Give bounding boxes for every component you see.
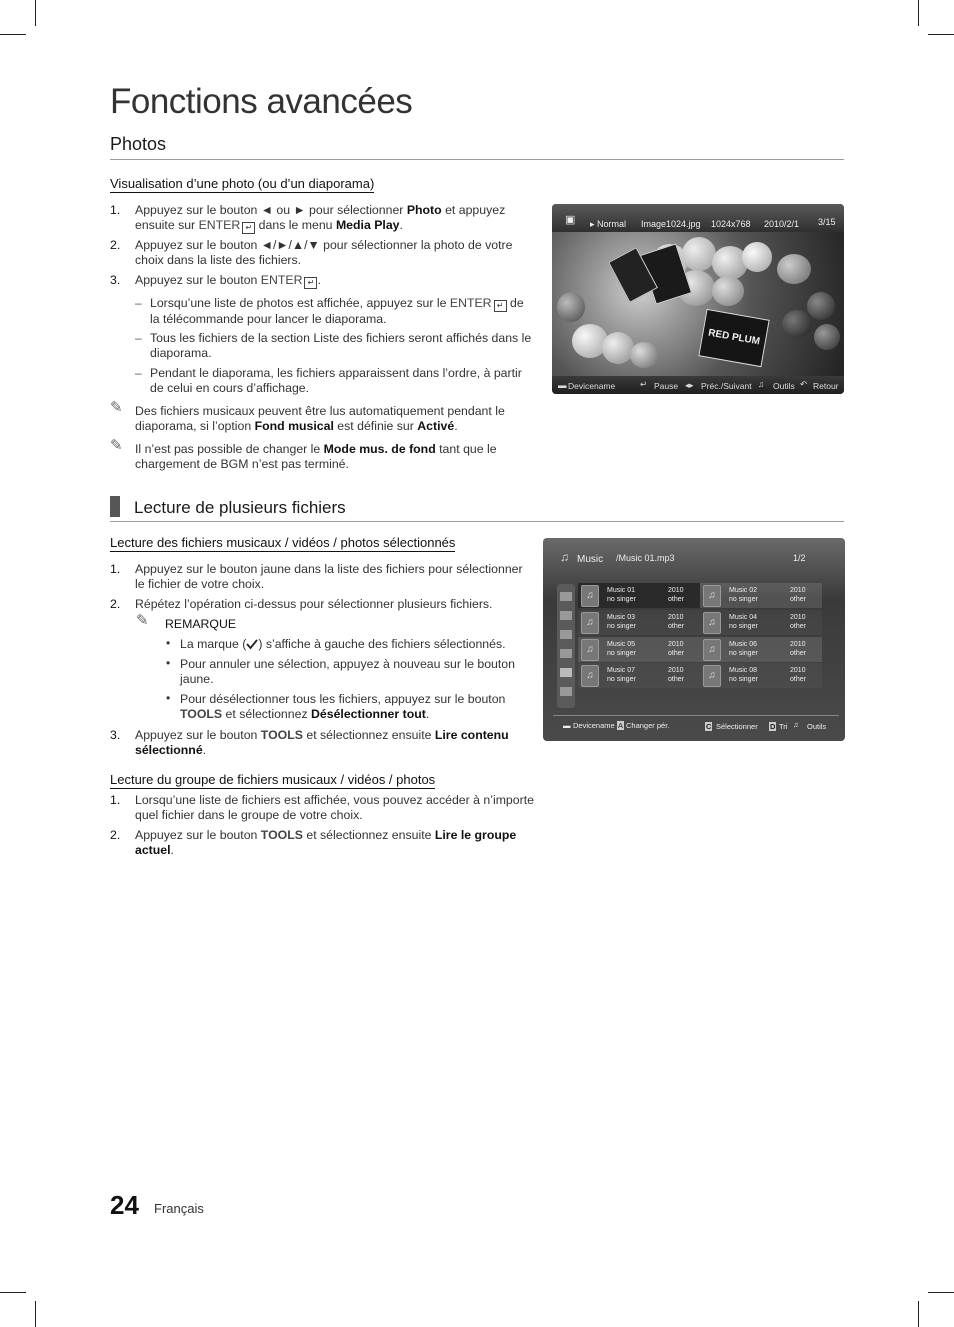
select-label: Sélectionner xyxy=(716,722,758,731)
step-text: Répétez l’opération ci-dessus pour sélectionner plusieurs fichiers. xyxy=(135,597,493,611)
step-number: 2. xyxy=(110,828,121,842)
music-file-item[interactable] xyxy=(700,583,822,608)
language-label: Français xyxy=(154,1201,204,1216)
step-number: 1. xyxy=(110,562,121,576)
device-icon: ▬ xyxy=(563,721,571,730)
sidebar-photo-icon[interactable] xyxy=(560,611,572,620)
music-file-name: Music 05 no singer xyxy=(607,641,636,657)
step-text: Appuyez sur le bouton TOOLS et sélectionnez ensuite Lire contenu sélectionné. xyxy=(135,728,509,757)
music-file-name: Music 02 no singer xyxy=(729,587,758,603)
section-heading-multiple: Lecture de plusieurs fichiers xyxy=(110,496,844,522)
music-control-bar xyxy=(553,715,839,734)
device-icon: ▬ xyxy=(558,380,567,390)
step-text: Appuyez sur le bouton ◄/►/▲/▼ pour sélectionner la photo de votre choix dans la liste des fichiers. xyxy=(135,238,513,267)
subsection-heading: Visualisation d’une photo (ou d’un diaporama) xyxy=(110,176,375,191)
sidebar-more-icon[interactable] xyxy=(560,687,572,696)
play-mode-icon: ▸ xyxy=(590,219,595,229)
subsection-heading: Lecture du groupe de fichiers musicaux / vidéos / photos xyxy=(110,772,436,787)
music-file-item[interactable] xyxy=(578,610,700,635)
crop-mark xyxy=(928,1292,954,1293)
subsection-heading: Lecture des fichiers musicaux / vidéos / photos sélectionnés xyxy=(110,535,456,550)
dash-text: Lorsqu’une liste de photos est affichée, appuyez sur le ENTER ↵ de la télécommande pour lancer le diaporama. xyxy=(150,296,524,326)
dash-text: Tous les fichiers de la section Liste des fichiers seront affichés dans le diaporama. xyxy=(150,331,532,360)
note-text: Il n’est pas possible de changer le Mode mus. de fond tant que le chargement de BGM n’est pas terminé. xyxy=(135,442,497,471)
step-number: 1. xyxy=(110,203,121,217)
music-note-icon: ♫ xyxy=(703,585,721,607)
left-right-arrows-icon: ◂▸ xyxy=(685,380,694,390)
music-note-icon: ♫ xyxy=(703,665,721,687)
music-file-meta: 2010 other xyxy=(790,667,806,683)
step-number: 2. xyxy=(110,597,121,611)
change-device-label: Changer pér. xyxy=(626,721,670,730)
music-file-name: Music 07 no singer xyxy=(607,667,636,683)
music-file-name: Music 01 no singer xyxy=(607,587,636,603)
crop-mark xyxy=(0,1292,26,1293)
sidebar-folder-icon[interactable] xyxy=(560,649,572,658)
bullet-text: Pour désélectionner tous les fichiers, appuyez sur le bouton TOOLS et sélectionnez Désélectionner tout. xyxy=(180,692,506,721)
viewer-device: Devicename xyxy=(568,381,616,391)
sort-label: Tri xyxy=(779,722,788,731)
step-text: Lorsqu’une liste de fichiers est affichée, vous pouvez accéder à n’importe quel fichier dans le groupe de votre choix. xyxy=(135,793,534,822)
music-file-name: Music 08 no singer xyxy=(729,667,758,683)
enter-icon: ↵ xyxy=(494,300,507,312)
music-file-item[interactable] xyxy=(578,637,700,662)
music-file-meta: 2010 other xyxy=(790,587,806,603)
crop-mark xyxy=(35,0,36,26)
enter-icon: ↵ xyxy=(640,379,648,389)
music-file-name: Music 03 no singer xyxy=(607,614,636,630)
pencil-note-icon: ✎ xyxy=(110,437,123,454)
music-file-name: Music 06 no singer xyxy=(729,641,758,657)
music-file-meta: 2010 other xyxy=(668,614,684,630)
bullet-text: La marque ( ) s’affiche à gauche des fichiers sélectionnés. xyxy=(180,637,506,651)
dash-text: Pendant le diaporama, les fichiers apparaissent dans l’ordre, à partir de celui en cours d’affichage. xyxy=(150,366,522,395)
checkmark-icon xyxy=(246,638,258,650)
note-text: Des fichiers musicaux peuvent être lus automatiquement pendant le diaporama, si l’option Fond musical est définie sur Activé. xyxy=(135,404,505,433)
music-file-item[interactable] xyxy=(700,610,822,635)
photo-icon: ▣ xyxy=(565,214,576,226)
pencil-note-icon: ✎ xyxy=(136,612,149,629)
viewer-resolution: 1024x768 xyxy=(711,219,751,229)
music-file-meta: 2010 other xyxy=(790,641,806,657)
sidebar-video-icon[interactable] xyxy=(560,592,572,601)
dash-marker: – xyxy=(135,331,142,345)
page-indicator: 1/2 xyxy=(793,553,806,563)
step-text: Appuyez sur le bouton TOOLS et sélectionnez ensuite Lire le groupe actuel. xyxy=(135,828,517,857)
crop-mark xyxy=(918,1301,919,1327)
viewer-control-bar xyxy=(552,376,844,394)
step-number: 2. xyxy=(110,238,121,252)
step-text: Appuyez sur le bouton ◄ ou ► pour sélectionner Photo et appuyez ensuite sur ENTER ↵ dans le menu Media Play. xyxy=(135,203,506,232)
page-number: 24 xyxy=(110,1190,139,1220)
crop-mark xyxy=(0,34,26,35)
crop-mark xyxy=(35,1301,36,1327)
enter-icon: ↵ xyxy=(242,222,255,234)
bullet-marker: • xyxy=(166,656,171,670)
crop-mark xyxy=(928,34,954,35)
crop-mark xyxy=(918,0,919,26)
key-c-icon: C xyxy=(706,722,712,731)
viewer-info-bar xyxy=(552,204,844,232)
category-label: Music xyxy=(577,554,604,565)
music-note-icon: ♫ xyxy=(703,639,721,661)
music-category-icon: ♫ xyxy=(560,550,569,564)
section-heading-photos: Photos xyxy=(110,134,844,160)
current-path: /Music 01.mp3 xyxy=(616,553,675,563)
dash-marker: – xyxy=(135,296,142,310)
bullet-marker: • xyxy=(166,636,171,650)
bullet-text: Pour annuler une sélection, appuyez à nouveau sur le bouton jaune. xyxy=(180,657,515,686)
music-file-meta: 2010 other xyxy=(790,614,806,630)
music-note-icon: ♫ xyxy=(581,585,599,607)
music-file-item[interactable] xyxy=(578,583,700,608)
music-file-meta: 2010 other xyxy=(668,667,684,683)
step-number: 1. xyxy=(110,793,121,807)
music-note-icon: ♫ xyxy=(581,612,599,634)
page-title: Fonctions avancées xyxy=(110,82,413,121)
tools-icon: ♫ xyxy=(758,379,765,389)
section-bar xyxy=(110,496,120,517)
key-a-icon: A xyxy=(618,721,624,730)
viewer-count: 3/15 xyxy=(818,217,836,227)
step-number: 3. xyxy=(110,728,121,742)
step-text: Appuyez sur le bouton ENTER ↵ . xyxy=(135,273,321,287)
tools-label: Outils xyxy=(807,722,827,731)
step-text: Appuyez sur le bouton jaune dans la liste des fichiers pour sélectionner le fichier de votre choix. xyxy=(135,562,523,591)
music-file-item[interactable] xyxy=(578,663,700,688)
pause-label: Pause xyxy=(654,381,679,391)
viewer-filename: Image1024.jpg xyxy=(641,219,701,229)
music-note-icon: ♫ xyxy=(581,639,599,661)
step-number: 3. xyxy=(110,273,121,287)
tools-label: Outils xyxy=(773,381,795,391)
tools-icon: ♫ xyxy=(793,720,799,729)
dash-marker: – xyxy=(135,366,142,380)
bullet-marker: • xyxy=(166,691,171,705)
remark-label: REMARQUE xyxy=(165,617,237,631)
return-icon: ↶ xyxy=(800,379,808,389)
fruit-photo xyxy=(552,232,844,376)
category-sidebar[interactable] xyxy=(557,584,575,708)
back-label: Retour xyxy=(813,381,839,391)
device-label: Devicename xyxy=(573,721,615,730)
music-note-icon: ♫ xyxy=(581,665,599,687)
prev-next-label: Préc./Suivant xyxy=(701,381,752,391)
music-list-screenshot xyxy=(543,538,845,741)
music-file-item[interactable] xyxy=(700,637,822,662)
music-file-meta: 2010 other xyxy=(668,641,684,657)
viewer-date: 2010/2/1 xyxy=(764,219,800,229)
viewer-mode: Normal xyxy=(597,219,627,229)
enter-icon: ↵ xyxy=(304,277,317,289)
sidebar-music-icon[interactable] xyxy=(560,630,572,639)
music-note-icon: ♫ xyxy=(703,612,721,634)
photo-viewer-screenshot xyxy=(552,204,844,394)
music-file-meta: 2010 other xyxy=(668,587,684,603)
price-sign: RED PLUM xyxy=(698,309,769,367)
key-d-icon: D xyxy=(770,722,776,731)
music-file-item[interactable] xyxy=(700,663,822,688)
sidebar-selected-icon[interactable] xyxy=(560,668,572,677)
pencil-note-icon: ✎ xyxy=(110,399,123,416)
music-file-name: Music 04 no singer xyxy=(729,614,758,630)
